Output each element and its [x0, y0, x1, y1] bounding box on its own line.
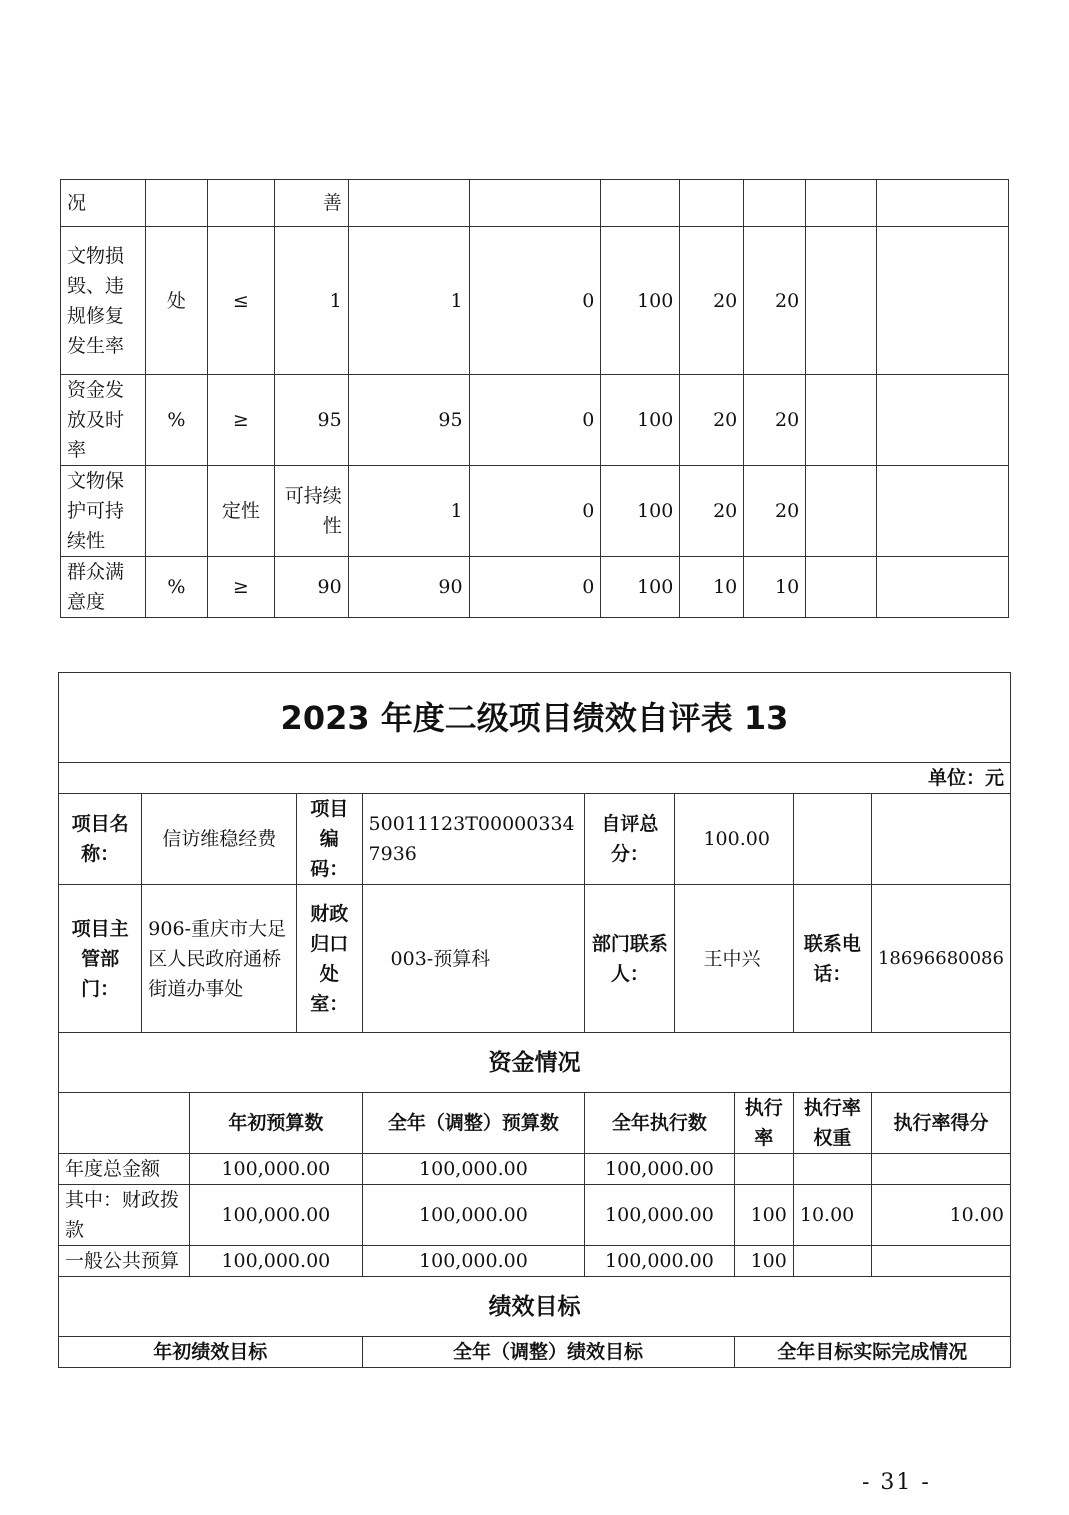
contact-label: 部门联系人： — [585, 885, 675, 1033]
phone-value: 18696680086 — [871, 885, 1010, 1033]
indicator-deviation — [469, 180, 601, 227]
table-row — [61, 180, 1009, 227]
funds-executed: 100,000.00 — [585, 1154, 734, 1185]
funds-weight — [793, 1154, 871, 1185]
indicator-weight: 20 — [680, 375, 744, 466]
indicator-score-pct: 100 — [601, 375, 680, 466]
form-title: 2023 年度二级项目绩效自评表 13 — [59, 673, 1011, 763]
indicator-unit: 处 — [145, 227, 207, 375]
empty-cell — [806, 375, 877, 466]
empty-cell — [793, 794, 871, 885]
indicator-score-pct — [601, 180, 680, 227]
indicator-score-pct: 100 — [601, 466, 680, 557]
indicator-actual: 1 — [348, 227, 469, 375]
project-code-value: 50011123T000003347936 — [362, 794, 585, 885]
funds-header-rate: 执行率 — [734, 1093, 793, 1154]
empty-cell — [877, 466, 1009, 557]
funds-initial: 100,000.00 — [190, 1154, 362, 1185]
funds-row-label: 一般公共预算 — [59, 1246, 190, 1277]
funds-rate: 100 — [734, 1185, 793, 1246]
funds-executed: 100,000.00 — [585, 1185, 734, 1246]
table-row — [59, 1185, 1011, 1246]
indicator-score-pct: 100 — [601, 557, 680, 618]
finance-value: 003-预算科 — [362, 885, 585, 1033]
indicator-actual — [348, 180, 469, 227]
indicator-actual: 95 — [348, 375, 469, 466]
indicator-name: 资金发放及时率 — [61, 375, 146, 466]
funds-header-initial: 年初预算数 — [190, 1093, 362, 1154]
phone-label: 联系电话： — [793, 885, 871, 1033]
funds-rate — [734, 1154, 793, 1185]
funds-adjusted: 100,000.00 — [362, 1246, 585, 1277]
indicator-score-pct: 100 — [601, 227, 680, 375]
indicator-weight — [680, 180, 744, 227]
indicator-actual: 90 — [348, 557, 469, 618]
funds-header-adjusted: 全年（调整）预算数 — [362, 1093, 585, 1154]
indicator-target: 可持续性 — [274, 466, 348, 557]
indicator-unit: % — [145, 557, 207, 618]
indicator-weight: 20 — [680, 227, 744, 375]
goals-section-title: 绩效目标 — [59, 1277, 1011, 1337]
indicator-deviation: 0 — [469, 227, 601, 375]
table-row — [61, 227, 1009, 375]
dept-value: 906-重庆市大足区人民政府通桥街道办事处 — [142, 885, 297, 1033]
goals-header-adjusted: 全年（调整）绩效目标 — [362, 1337, 734, 1368]
page-number: - 31 - — [862, 1470, 931, 1495]
funds-weight: 10.00 — [793, 1185, 871, 1246]
indicator-name: 况 — [61, 180, 146, 227]
self-score-label: 自评总分： — [585, 794, 675, 885]
indicator-target: 善 — [274, 180, 348, 227]
indicator-name: 文物保护可持续性 — [61, 466, 146, 557]
indicator-weight: 20 — [680, 466, 744, 557]
funds-rate: 100 — [734, 1246, 793, 1277]
indicator-target: 95 — [274, 375, 348, 466]
indicator-score: 10 — [744, 557, 806, 618]
finance-label: 财政归口处室： — [296, 885, 362, 1033]
funds-initial: 100,000.00 — [190, 1185, 362, 1246]
indicator-unit — [145, 466, 207, 557]
funds-score — [871, 1154, 1010, 1185]
funds-header-executed: 全年执行数 — [585, 1093, 734, 1154]
indicator-op — [207, 180, 274, 227]
indicator-actual: 1 — [348, 466, 469, 557]
indicator-deviation: 0 — [469, 375, 601, 466]
indicator-name: 群众满意度 — [61, 557, 146, 618]
funds-score: 10.00 — [871, 1185, 1010, 1246]
funds-initial: 100,000.00 — [190, 1246, 362, 1277]
indicator-score: 20 — [744, 375, 806, 466]
project-name-value: 信访维稳经费 — [142, 794, 297, 885]
indicator-score: 20 — [744, 227, 806, 375]
table-row — [61, 375, 1009, 466]
indicator-op: ≥ — [207, 557, 274, 618]
table-row — [61, 466, 1009, 557]
funds-weight — [793, 1246, 871, 1277]
indicator-weight: 10 — [680, 557, 744, 618]
indicator-unit: % — [145, 375, 207, 466]
table-row — [59, 1246, 1011, 1277]
indicator-target: 90 — [274, 557, 348, 618]
unit-label: 单位：元 — [59, 763, 1011, 794]
indicator-score: 20 — [744, 466, 806, 557]
indicator-score — [744, 180, 806, 227]
goals-header-initial: 年初绩效目标 — [59, 1337, 363, 1368]
indicator-deviation: 0 — [469, 557, 601, 618]
funds-score — [871, 1246, 1010, 1277]
indicator-target: 1 — [274, 227, 348, 375]
empty-cell — [877, 227, 1009, 375]
funds-row-label: 年度总金额 — [59, 1154, 190, 1185]
funds-row-label: 其中：财政拨款 — [59, 1185, 190, 1246]
self-score-value: 100.00 — [675, 794, 793, 885]
indicator-deviation: 0 — [469, 466, 601, 557]
empty-cell — [59, 1093, 190, 1154]
project-name-label: 项目名称： — [59, 794, 142, 885]
indicator-op: ≥ — [207, 375, 274, 466]
empty-cell — [877, 180, 1009, 227]
funds-section-title: 资金情况 — [59, 1033, 1011, 1093]
funds-header-weight: 执行率权重 — [793, 1093, 871, 1154]
empty-cell — [871, 794, 1010, 885]
empty-cell — [806, 466, 877, 557]
indicator-name: 文物损毁、违规修复发生率 — [61, 227, 146, 375]
indicator-op: 定性 — [207, 466, 274, 557]
empty-cell — [806, 227, 877, 375]
contact-value: 王中兴 — [675, 885, 793, 1033]
indicator-table — [60, 179, 1009, 618]
funds-adjusted: 100,000.00 — [362, 1185, 585, 1246]
funds-header-score: 执行率得分 — [871, 1093, 1010, 1154]
funds-adjusted: 100,000.00 — [362, 1154, 585, 1185]
goals-header-actual: 全年目标实际完成情况 — [734, 1337, 1010, 1368]
indicator-unit — [145, 180, 207, 227]
table-row — [61, 557, 1009, 618]
project-code-label: 项目编码： — [296, 794, 362, 885]
funds-executed: 100,000.00 — [585, 1246, 734, 1277]
empty-cell — [877, 375, 1009, 466]
table-row — [59, 1154, 1011, 1185]
empty-cell — [877, 557, 1009, 618]
empty-cell — [806, 180, 877, 227]
dept-label: 项目主管部门： — [59, 885, 142, 1033]
self-evaluation-form — [58, 672, 1011, 1368]
indicator-op: ≤ — [207, 227, 274, 375]
empty-cell — [806, 557, 877, 618]
